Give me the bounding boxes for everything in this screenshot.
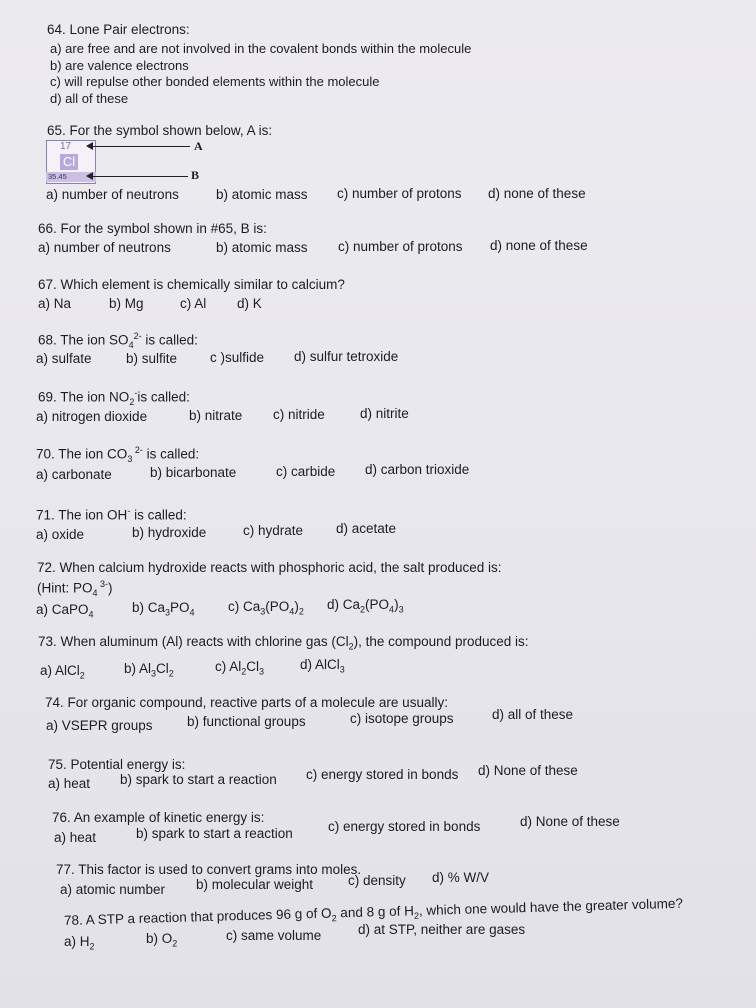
- option-text: c) Al: [215, 659, 242, 674]
- option-d: d) none of these: [488, 186, 586, 201]
- option-c: c) carbide: [276, 464, 336, 479]
- question-stem: 67. Which element is chemically similar to calcium?: [38, 277, 345, 292]
- option-d: d) nitrite: [360, 406, 409, 421]
- subscript: 2: [331, 913, 337, 924]
- superscript: -: [127, 506, 131, 516]
- option-b: b) are valence electrons: [50, 58, 189, 73]
- option-a: a) sulfate: [36, 351, 92, 366]
- stem-text-end: ), the compound produced is:: [353, 634, 529, 649]
- option-d: [327, 597, 404, 615]
- hint-text: (Hint: PO: [37, 580, 93, 596]
- option-c: c) will repulse other bonded elements within the molecule: [50, 74, 380, 89]
- option-a: a) heat: [54, 830, 97, 845]
- question-stem: 64. Lone Pair electrons:: [47, 22, 190, 37]
- subscript: 2: [348, 641, 354, 652]
- option-text-end: ): [294, 599, 299, 614]
- subscript: 3: [398, 604, 404, 615]
- option-c: c) energy stored in bonds: [328, 819, 481, 834]
- element-symbol: Cl: [60, 154, 78, 170]
- subscript: 2: [168, 668, 174, 679]
- option-d: d) at STP, neither are gases: [358, 922, 526, 937]
- subscript: 2: [79, 670, 85, 681]
- option-b: b) functional groups: [187, 714, 306, 729]
- stem-text-end: is called:: [137, 389, 190, 405]
- option-text: c) Ca: [228, 599, 261, 614]
- option-a: a) carbonate: [36, 467, 112, 482]
- question-stem: [36, 445, 199, 464]
- label-a: A: [194, 139, 203, 153]
- option-text: b) Al: [124, 661, 152, 676]
- option-text-mid: PO: [170, 600, 190, 615]
- subscript: 2: [360, 604, 366, 615]
- option-b: [146, 931, 177, 949]
- option-text: a) AlCl: [40, 663, 80, 678]
- stem-text-end: is called:: [130, 507, 187, 523]
- option-a: a) nitrogen dioxide: [36, 409, 148, 424]
- option-d: [300, 657, 345, 675]
- label-b: B: [191, 168, 200, 182]
- option-d: d) acetate: [336, 521, 397, 536]
- option-a: [36, 602, 94, 620]
- option-b: b) molecular weight: [196, 877, 314, 892]
- option-d: d) sulfur tetroxide: [294, 349, 399, 364]
- stem-text: 78. A STP a reaction that produces 96 g of O: [63, 905, 332, 928]
- option-c: c) number of protons: [338, 239, 463, 254]
- question-stem: 66. For the symbol shown in #65, B is:: [38, 221, 267, 236]
- option-c: c) energy stored in bonds: [306, 767, 459, 782]
- option-b: b) atomic mass: [216, 240, 308, 255]
- option-c: [228, 599, 304, 617]
- option-d: d) carbon trioxide: [365, 462, 470, 477]
- subscript: 2: [129, 397, 135, 408]
- option-text-mid: Cl: [156, 661, 169, 676]
- option-text-end: ): [394, 597, 399, 612]
- option-d: d) None of these: [520, 814, 620, 829]
- option-text: a) CaPO: [36, 602, 89, 617]
- stem-text: 70. The ion CO: [36, 446, 128, 462]
- subscript: 3: [259, 666, 265, 677]
- question-stem: 77. This factor is used to convert grams into moles.: [56, 862, 362, 877]
- option-text-mid: (PO: [365, 597, 390, 612]
- option-b: b) atomic mass: [216, 187, 308, 202]
- option-text: d) Ca: [327, 597, 361, 612]
- option-d: d) none of these: [490, 238, 588, 253]
- option-c: c) Al: [180, 296, 207, 311]
- hint-text-end: ): [108, 580, 113, 596]
- subscript: 3: [151, 668, 157, 679]
- stem-text-mid: and 8 g of H: [336, 903, 415, 921]
- option-a: a) oxide: [36, 527, 85, 542]
- option-text: a) H: [64, 934, 90, 949]
- superscript: 2-: [133, 331, 142, 341]
- option-a: a) number of neutrons: [46, 187, 179, 202]
- option-b: [132, 600, 195, 618]
- superscript: 3-: [97, 579, 109, 589]
- question-stem: [36, 506, 187, 523]
- arrow-b-line: [92, 176, 188, 177]
- subscript: 2: [172, 938, 178, 949]
- option-c: c) isotope groups: [350, 711, 454, 726]
- subscript: 4: [92, 588, 98, 599]
- subscript: 4: [389, 604, 395, 615]
- stem-text: 69. The ion NO: [38, 389, 130, 405]
- question-stem: [38, 634, 529, 652]
- question-stem: [38, 331, 198, 350]
- subscript: 3: [339, 664, 345, 675]
- option-a: [64, 934, 95, 952]
- option-c: c) number of protons: [337, 186, 462, 201]
- option-d: d) K: [237, 296, 262, 311]
- subscript: 4: [189, 607, 195, 618]
- question-stem: 65. For the symbol shown below, A is:: [47, 123, 273, 138]
- superscript: 2-: [132, 445, 143, 455]
- subscript: 2: [89, 941, 95, 952]
- question-stem: 72. When calcium hydroxide reacts with phosphoric acid, the salt produced is:: [37, 560, 502, 575]
- option-a: a) VSEPR groups: [46, 718, 153, 733]
- stem-text: 68. The ion SO: [38, 332, 129, 348]
- option-a: a) number of neutrons: [38, 240, 171, 255]
- subscript: 3: [165, 607, 171, 618]
- option-c: c )sulfide: [210, 350, 265, 365]
- option-c: c) density: [348, 873, 406, 888]
- option-d: d) None of these: [478, 763, 578, 778]
- stem-text-end: is called:: [142, 446, 200, 462]
- stem-text-end: , which one would have the greater volume?: [418, 895, 684, 919]
- option-a: a) atomic number: [60, 882, 166, 897]
- question-stem: [38, 388, 190, 407]
- atomic-mass-value: 35.45: [46, 172, 96, 182]
- subscript: 2: [241, 666, 247, 677]
- subscript: 3: [127, 454, 133, 465]
- option-text: b) Ca: [132, 600, 166, 615]
- subscript: 4: [88, 609, 94, 620]
- option-b: b) spark to start a reaction: [120, 772, 277, 787]
- option-b: b) bicarbonate: [150, 465, 237, 480]
- option-text: b) O: [146, 931, 173, 946]
- option-a: a) Na: [38, 296, 72, 311]
- option-d: d) all of these: [50, 91, 129, 106]
- subscript: 2: [413, 910, 420, 921]
- subscript: 3: [260, 606, 266, 617]
- option-c: c) same volume: [226, 928, 322, 943]
- option-text-mid: (PO: [265, 599, 290, 614]
- option-a: a) heat: [48, 776, 91, 791]
- option-c: [215, 659, 264, 677]
- question-hint: [37, 579, 113, 598]
- arrow-a-line: [92, 146, 190, 147]
- option-d: d) all of these: [492, 707, 574, 722]
- stem-text: 71. The ion OH: [36, 507, 128, 523]
- option-c: c) nitride: [273, 407, 325, 422]
- stem-text-end: is called:: [141, 332, 198, 348]
- option-text-mid: Cl: [246, 659, 260, 674]
- option-b: b) hydroxide: [132, 525, 207, 540]
- option-b: b) sulfite: [126, 351, 178, 366]
- superscript: -: [134, 388, 138, 398]
- option-b: b) spark to start a reaction: [136, 826, 293, 841]
- question-stem: 74. For organic compound, reactive parts of a molecule are usually:: [45, 695, 448, 710]
- option-c: c) hydrate: [243, 523, 304, 538]
- subscript: 4: [289, 606, 295, 617]
- option-text: d) AlCl: [300, 657, 340, 672]
- question-stem: 75. Potential energy is:: [48, 757, 186, 772]
- option-a: a) are free and are not involved in the covalent bonds within the molecule: [50, 41, 472, 56]
- question-stem: 76. An example of kinetic energy is:: [52, 810, 265, 825]
- option-d: d) % W/V: [432, 870, 490, 885]
- atomic-number: 17: [60, 141, 72, 152]
- option-a: [40, 663, 85, 681]
- option-b: b) Mg: [109, 296, 144, 311]
- option-b: [124, 661, 174, 679]
- option-b: b) nitrate: [189, 408, 243, 423]
- subscript: 2: [298, 606, 304, 617]
- subscript: 4: [128, 340, 134, 351]
- stem-text: 73. When aluminum (Al) reacts with chlorine gas (Cl: [38, 634, 349, 649]
